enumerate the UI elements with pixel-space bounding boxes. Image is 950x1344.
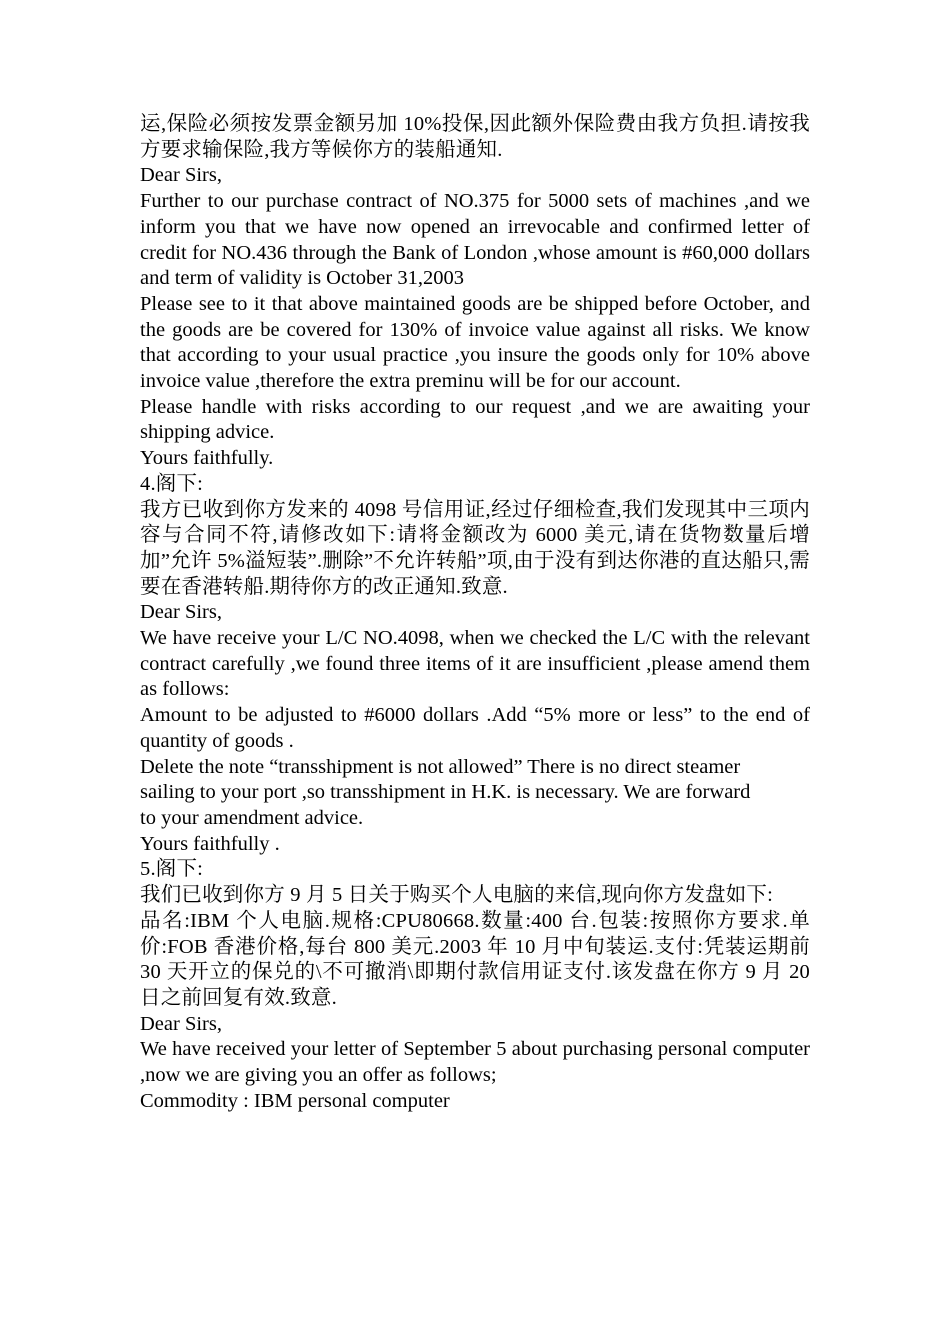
paragraph-lc-check: We have receive your L/C NO.4098, when we checked the L/C with the relevant contract carefully ,we found three items of it are insufficient ,please amend them as follows:	[140, 627, 816, 701]
paragraph-offer-terms-chinese: 品名:IBM 个人电脑.规格:CPU80668.数量:400 台.包装:按照你方要求.单价:FOB 香港价格,每台 800 美元.2003 年 10 月中旬装运.支付:凭装运期前 30 天开立的保兑的\不可撤消\即期付款信用证支付.该发盘在你方 9 月 20 日之前回复有效.致意.	[140, 909, 816, 1009]
paragraph-offer-intro: We have received your letter of September 5 about purchasing personal computer ,now we are giving you an offer as follows;	[140, 1038, 816, 1087]
paragraph-insurance-chinese: 运,保险必须按发票金额另加 10%投保,因此额外保险费由我方负担.请按我方要求输保险,我方等候你方的装船通知.	[140, 113, 810, 161]
paragraph-shipment-insurance: Please see to it that above maintained goods are be shipped before October, and the goods are be covered for 130% of invoice value against all risks. We know that according to your usual practice ,you insure the goods only for 10% above invoice value ,therefore the extra preminu will be for our account.	[140, 292, 816, 393]
salutation: Dear Sirs,	[140, 601, 222, 624]
paragraph-letter-of-credit: Further to our purchase contract of NO.375 for 5000 sets of machines ,and we inform you that we have now opened an irrevocable and confirmed letter of credit for NO.436 through the Bank of London ,whose amount is #60,000 dollars and term of validity is October 31,2003	[140, 190, 816, 290]
paragraph-transshipment-line-1: Delete the note “transshipment is not allowed” There is no direct steamer	[140, 755, 741, 778]
paragraph-commodity: Commodity : IBM personal computer	[140, 1089, 450, 1112]
closing: Yours faithfully .	[140, 832, 280, 855]
paragraph-transshipment-line-3: to your amendment advice.	[140, 806, 364, 829]
section-heading-4: 4.阁下:	[140, 472, 204, 495]
salutation: Dear Sirs,	[140, 164, 222, 187]
paragraph-amendment-chinese: 我方已收到你方发来的 4098 号信用证,经过仔细检查,我们发现其中三项内容与合同不符,请修改如下:请将金额改为 6000 美元,请在货物数量后增加”允许 5%溢短装”.删除”不允许转船”项,由于没有到达你港的直达船只,需要在香港转船.期待你方的改正通知.致意.	[140, 498, 810, 598]
section-heading-5: 5.阁下:	[140, 858, 204, 881]
paragraph-transshipment-line-2: sailing to your port ,so transshipment in H.K. is necessary. We are forward	[140, 781, 751, 804]
paragraph-offer-intro-chinese: 我们已收到你方 9 月 5 日关于购买个人电脑的来信,现向你方发盘如下:	[140, 884, 774, 907]
paragraph-request: Please handle with risks according to our request ,and we are awaiting your shipping advice.	[140, 395, 816, 444]
paragraph-amount-adjust: Amount to be adjusted to #6000 dollars .Add “5% more or less” to the end of quantity of goods .	[140, 704, 816, 752]
salutation: Dear Sirs,	[140, 1012, 222, 1035]
document-page	[140, 112, 816, 1114]
closing: Yours faithfully.	[140, 447, 274, 470]
